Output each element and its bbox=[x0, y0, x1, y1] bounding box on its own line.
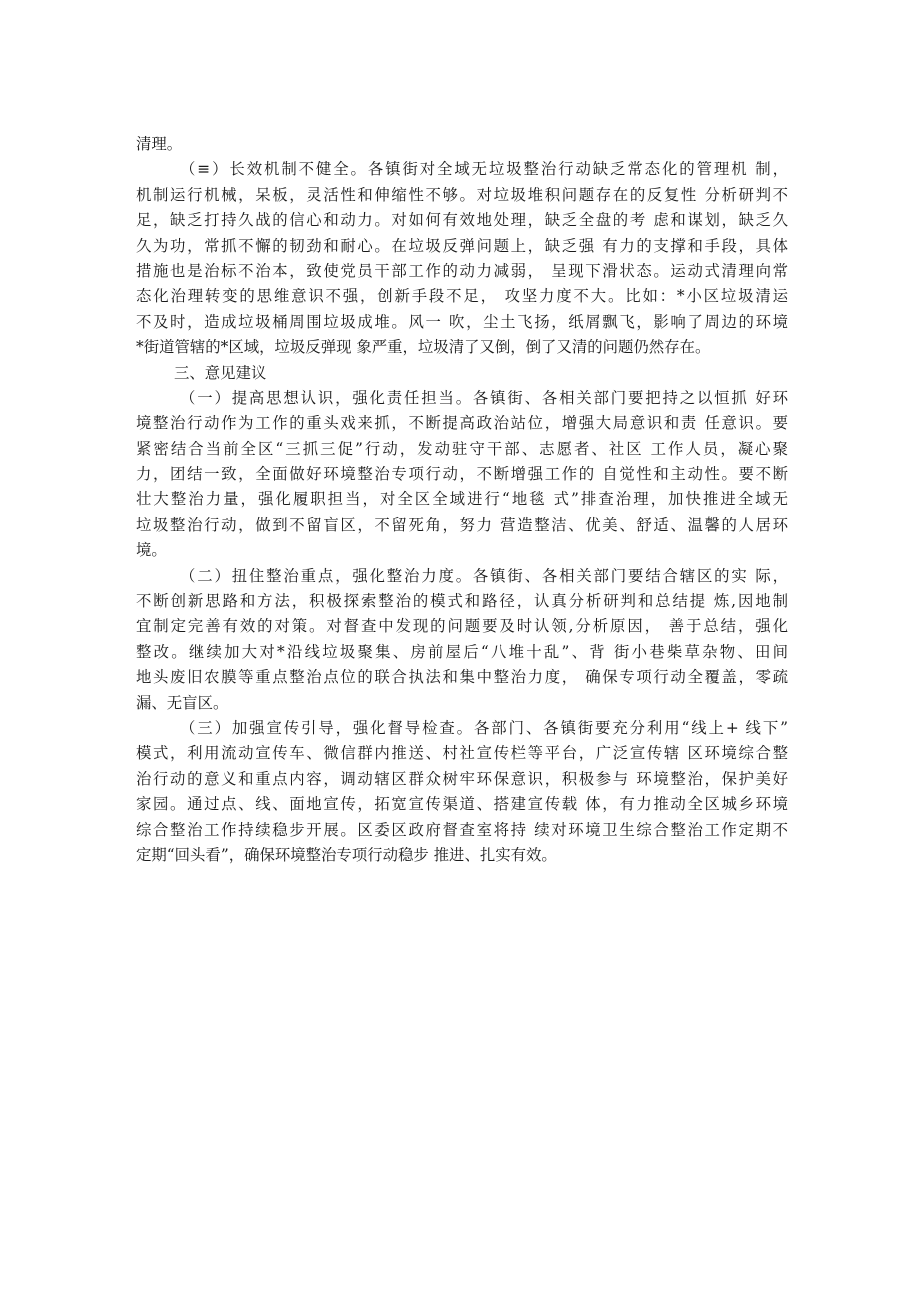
paragraph-line: 地头废旧农膜等重点整治点位的联合执法和集中整治力度， 确保专项行动全覆盖，零疏 bbox=[136, 668, 788, 687]
continuation-paragraph bbox=[136, 132, 788, 157]
paragraph-line: （一）提高思想认识，强化责任担当。各镇街、各相关部门要把持之以恒抓 好环 bbox=[180, 388, 788, 407]
paragraph-item-1 bbox=[136, 386, 788, 564]
paragraph-line: 态化治理转变的思维意识不强，创新手段不足， 攻坚力度不大。比如：*小区垃圾清运 bbox=[136, 287, 788, 306]
paragraph-line: （二）扭住整治重点，强化整治力度。各镇街、各相关部门要结合辖区的实 际， bbox=[180, 566, 788, 585]
document-page bbox=[136, 132, 788, 868]
paragraph-line: 不及时，造成垃圾桶周围垃圾成堆。风一 吹，尘土飞扬，纸屑飘飞，影响了周边的环境 bbox=[136, 312, 788, 331]
paragraph-line: 垃圾整治行动，做到不留盲区，不留死角，努力 营造整洁、优美、舒适、温馨的人居环 bbox=[136, 515, 788, 534]
paragraph-line: 不断创新思路和方法，积极探索整治的模式和路径，认真分析研判和总结提 炼,因地制 bbox=[136, 592, 788, 611]
paragraph-long-term-mechanism bbox=[136, 157, 788, 360]
paragraph-line: 足，缺乏打持久战的信心和动力。对如何有效地处理，缺乏全盘的考 虑和谋划，缺乏久 bbox=[136, 211, 788, 230]
paragraph-line: （≡）长效机制不健全。各镇街对全域无垃圾整治行动缺乏常态化的管理机 制， bbox=[180, 160, 788, 179]
paragraph-line: 定期“回头看”，确保环境整治专项行动稳步 推进、扎实有效。 bbox=[136, 845, 557, 864]
paragraph-line: 治行动的意义和重点内容，调动辖区群众树牢环保意识，积极参与 环境整治，保护美好 bbox=[136, 769, 788, 788]
paragraph-line: 家园。通过点、线、面地宣传，拓宽宣传渠道、搭建宣传载 体，有力推动全区城乡环境 bbox=[136, 795, 788, 814]
paragraph-line: 境。 bbox=[136, 541, 167, 560]
paragraph-line: 久为功，常抓不懈的韧劲和耐心。在垃圾反弹问题上，缺乏强 有力的支撑和手段，具体 bbox=[136, 236, 788, 255]
paragraph-line: *街道管辖的*区域，垃圾反弹现 象严重，垃圾清了又倒，倒了又清的问题仍然存在。 bbox=[136, 338, 711, 357]
paragraph-line: 机制运行机械，呆板，灵活性和伸缩性不够。对垃圾堆积问题存在的反复性 分析研判不 bbox=[136, 185, 788, 204]
section-heading: 三、意见建议 bbox=[174, 363, 267, 382]
paragraph-line: 漏、无盲区。 bbox=[136, 693, 229, 712]
paragraph-line: 清理。 bbox=[136, 135, 183, 153]
paragraph-item-3 bbox=[136, 716, 788, 868]
paragraph-line: 整改。继续加大对*沿线垃圾聚集、房前屋后“八堆十乱”、背 街小巷柴草杂物、田间 bbox=[136, 642, 788, 661]
paragraph-line: 境整治行动作为工作的重头戏来抓，不断提高政治站位，增强大局意识和责 任意识。要 bbox=[136, 414, 788, 433]
paragraph-line: 措施也是治标不治本，致使党员干部工作的动力减弱， 呈现下滑状态。运动式清理向常 bbox=[136, 261, 788, 280]
paragraph-line: 模式，利用流动宣传车、微信群内推送、村社宣传栏等平台，广泛宣传辖 区环境综合整 bbox=[136, 744, 788, 763]
paragraph-line: 宜制定完善有效的对策。对督查中发现的问题要及时认领,分析原因， 善于总结，强化 bbox=[136, 617, 788, 636]
paragraph-item-2 bbox=[136, 564, 788, 716]
paragraph-line: 壮大整治力量，强化履职担当，对全区全域进行“地毯 式”排查治理，加快推进全域无 bbox=[136, 490, 788, 509]
paragraph-line: 紧密结合当前全区“三抓三促”行动，发动驻守干部、志愿者、社区 工作人员，凝心聚 bbox=[136, 439, 788, 458]
paragraph-line: （三）加强宣传引导，强化督导检查。各部门、各镇街要充分利用“线上+ 线下” bbox=[180, 718, 788, 737]
paragraph-line: 力，团结一致，全面做好环境整治专项行动，不断增强工作的 自觉性和主动性。要不断 bbox=[136, 465, 788, 484]
paragraph-line: 综合整治工作持续稳步开展。区委区政府督查室将持 续对环境卫生综合整治工作定期不 bbox=[136, 820, 788, 839]
